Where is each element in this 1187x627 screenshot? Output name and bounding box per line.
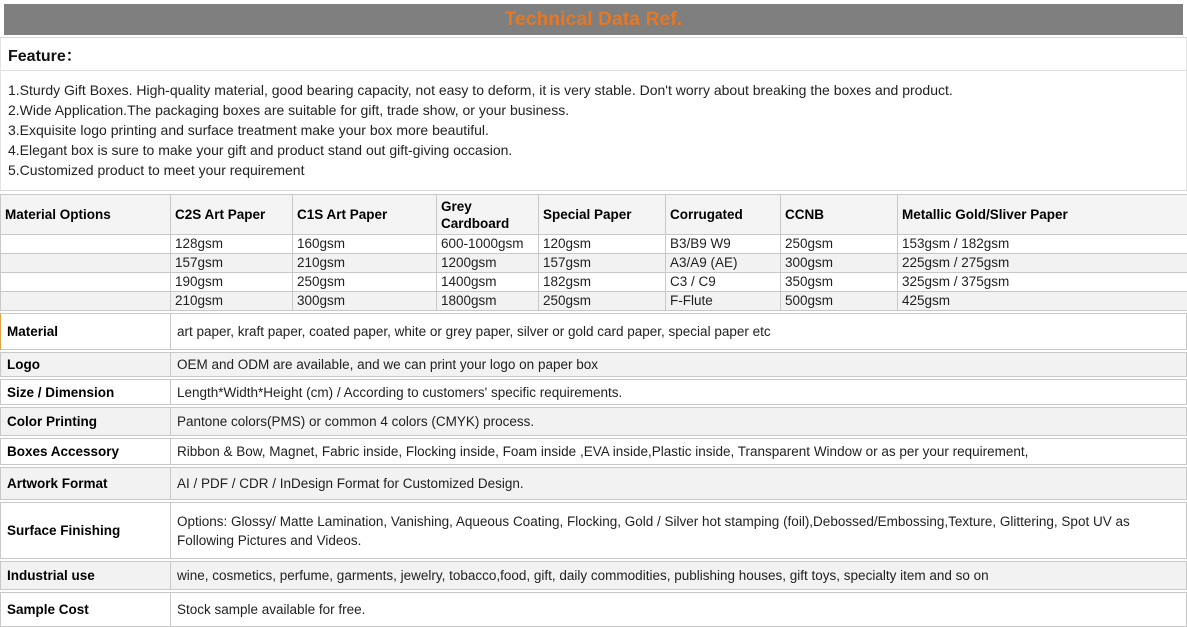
materials-cell: 1400gsm: [437, 273, 539, 292]
materials-cell: 425gsm: [898, 292, 1187, 311]
spec-label: Logo: [1, 353, 171, 376]
materials-cell: [1, 235, 171, 254]
materials-cell: 500gsm: [781, 292, 898, 311]
spec-label: Color Printing: [1, 408, 171, 435]
page-title: Technical Data Ref.: [505, 9, 683, 31]
materials-cell: 210gsm: [293, 254, 437, 273]
materials-header-row: [1, 195, 1187, 235]
spec-row: [0, 438, 1187, 465]
materials-cell: 325gsm / 375gsm: [898, 273, 1187, 292]
spec-value: AI / PDF / CDR / InDesign Format for Customized Design.: [171, 468, 1186, 499]
materials-header-cell: Special Paper: [539, 195, 666, 235]
materials-cell: [1, 273, 171, 292]
materials-cell: 160gsm: [293, 235, 437, 254]
materials-header-cell: C1S Art Paper: [293, 195, 437, 235]
materials-cell: F-Flute: [666, 292, 781, 311]
materials-cell: 120gsm: [539, 235, 666, 254]
spec-row: [0, 313, 1187, 350]
spec-value: wine, cosmetics, perfume, garments, jewelry, tobacco,food, gift, daily commodities, publishing houses, gift toys, specialty item and so on: [171, 562, 1186, 589]
spec-row: [0, 502, 1187, 559]
materials-cell: 300gsm: [781, 254, 898, 273]
spec-label: Industrial use: [1, 562, 171, 589]
materials-cell: C3 / C9: [666, 273, 781, 292]
spec-label: Surface Finishing: [1, 503, 171, 558]
spec-rows: [0, 313, 1187, 627]
materials-cell: 190gsm: [171, 273, 293, 292]
materials-cell: 350gsm: [781, 273, 898, 292]
spec-row: [0, 352, 1187, 377]
materials-cell: 210gsm: [171, 292, 293, 311]
materials-cell: 1200gsm: [437, 254, 539, 273]
spec-row: [0, 379, 1187, 405]
spec-label: Artwork Format: [1, 468, 171, 499]
materials-table-body: [1, 235, 1187, 311]
feature-item: 2.Wide Application.The packaging boxes are suitable for gift, trade show, or your business.: [8, 100, 1179, 120]
spec-value: Ribbon & Bow, Magnet, Fabric inside, Flocking inside, Foam inside ,EVA inside,Plastic inside, Transparent Window or as per your requirement,: [171, 439, 1186, 464]
materials-cell: A3/A9 (AE): [666, 254, 781, 273]
spec-label: Material: [1, 314, 171, 349]
spec-row: [0, 407, 1187, 436]
materials-cell: 250gsm: [781, 235, 898, 254]
materials-cell: 225gsm / 275gsm: [898, 254, 1187, 273]
materials-header-cell: C2S Art Paper: [171, 195, 293, 235]
materials-cell: 1800gsm: [437, 292, 539, 311]
feature-section: [0, 37, 1187, 191]
materials-row: [1, 273, 1187, 292]
spec-value: Options: Glossy/ Matte Lamination, Vanishing, Aqueous Coating, Flocking, Gold / Silver hot stamping (foil),Debossed/Embossing,Texture, Glittering, Spot UV as Following Pictures and Videos.: [171, 503, 1186, 558]
materials-cell: 300gsm: [293, 292, 437, 311]
spec-value: art paper, kraft paper, coated paper, white or grey paper, silver or gold card paper, special paper etc: [171, 314, 1186, 349]
spec-row: [0, 592, 1187, 627]
materials-cell: 128gsm: [171, 235, 293, 254]
materials-cell: B3/B9 W9: [666, 235, 781, 254]
materials-cell: [1, 254, 171, 273]
materials-header-cell: Material Options: [1, 195, 171, 235]
materials-row: [1, 235, 1187, 254]
spec-label: Sample Cost: [1, 593, 171, 626]
materials-row: [1, 292, 1187, 311]
feature-list: [1, 71, 1186, 190]
materials-header-cell: CCNB: [781, 195, 898, 235]
materials-row: [1, 254, 1187, 273]
feature-item: 4.Elegant box is sure to make your gift and product stand out gift-giving occasion.: [8, 140, 1179, 160]
page: [0, 4, 1187, 627]
materials-cell: 182gsm: [539, 273, 666, 292]
materials-header-cell: Metallic Gold/Sliver Paper: [898, 195, 1187, 235]
spec-row: [0, 561, 1187, 590]
feature-item: 3.Exquisite logo printing and surface treatment make your box more beautiful.: [8, 120, 1179, 140]
materials-header-cell: Corrugated: [666, 195, 781, 235]
materials-table: [0, 194, 1187, 311]
materials-cell: 157gsm: [539, 254, 666, 273]
spec-label: Size / Dimension: [1, 380, 171, 404]
feature-item: 1.Sturdy Gift Boxes. High-quality material, good bearing capacity, not easy to deform, it is very stable. Don't worry about breaking the boxes and product.: [8, 80, 1179, 100]
materials-cell: 250gsm: [539, 292, 666, 311]
feature-item: 5.Customized product to meet your requirement: [8, 160, 1179, 180]
spec-value: Stock sample available for free.: [171, 593, 1186, 626]
materials-cell: 600-1000gsm: [437, 235, 539, 254]
spec-label: Boxes Accessory: [1, 439, 171, 464]
materials-cell: 157gsm: [171, 254, 293, 273]
feature-heading: Feature：: [1, 38, 1186, 71]
title-bar: [4, 4, 1183, 35]
materials-header-cell: Grey Cardboard: [437, 195, 539, 235]
spec-value: Pantone colors(PMS) or common 4 colors (CMYK) process.: [171, 408, 1186, 435]
materials-cell: 153gsm / 182gsm: [898, 235, 1187, 254]
materials-cell: [1, 292, 171, 311]
spec-value: OEM and ODM are available, and we can print your logo on paper box: [171, 353, 1186, 376]
spec-row: [0, 467, 1187, 500]
materials-cell: 250gsm: [293, 273, 437, 292]
spec-value: Length*Width*Height (cm) / According to customers' specific requirements.: [171, 380, 1186, 404]
